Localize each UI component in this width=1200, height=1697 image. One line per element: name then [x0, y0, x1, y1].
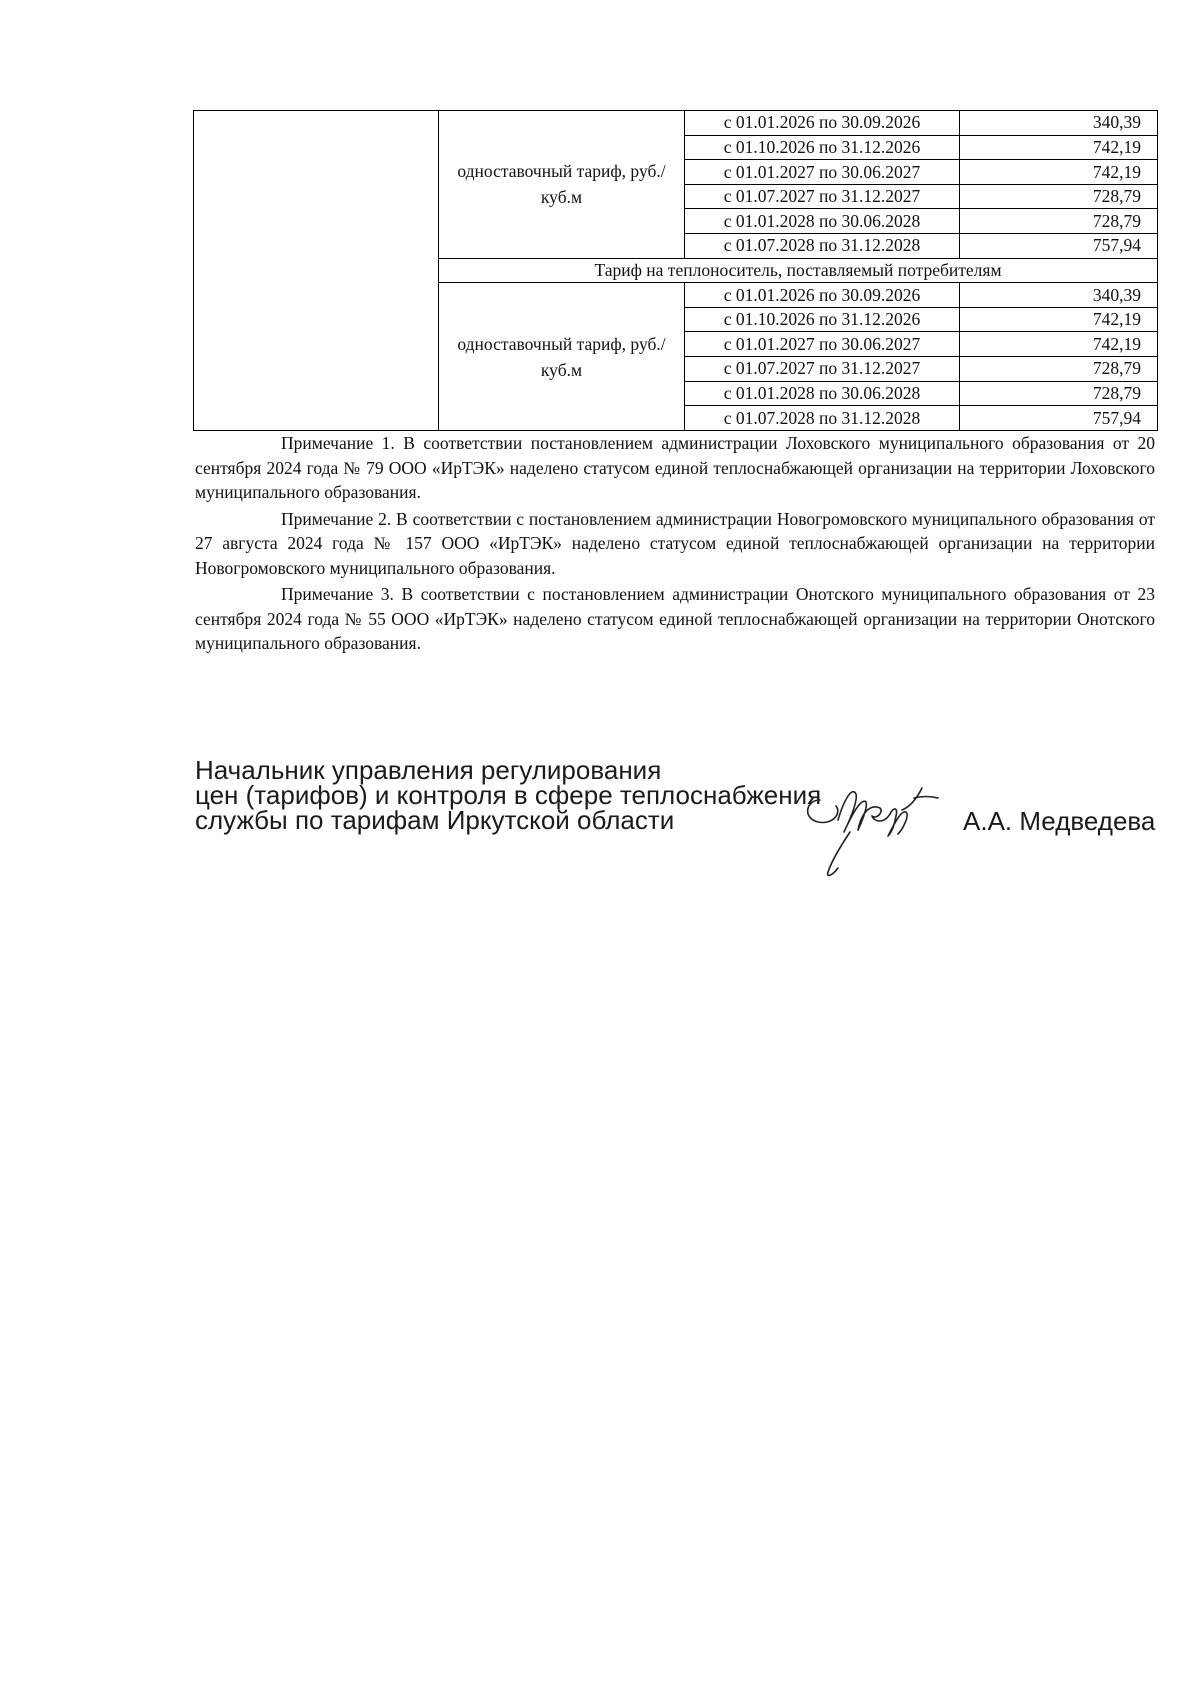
- value-cell: 728,79: [960, 381, 1158, 406]
- period-cell: с 01.07.2027 по 31.12.2027: [685, 184, 960, 209]
- note-1: Примечание 1. В соответствии постановлением администрации Лоховского муниципального образования от 20 сентября 2024 года № 79 ООО «ИрТЭК» наделено статусом единой теплоснабжающей организации на территории Лоховского муниципального образования.: [195, 433, 1155, 502]
- value-cell: 742,19: [960, 332, 1158, 357]
- value-cell: 742,19: [960, 307, 1158, 332]
- value-cell: 728,79: [960, 357, 1158, 382]
- signatory-position-line: Начальник управления регулирования: [195, 755, 662, 785]
- organization-cell: [194, 111, 439, 431]
- period-cell: с 01.07.2028 по 31.12.2028: [685, 234, 960, 259]
- period-cell: с 01.10.2026 по 31.12.2026: [685, 307, 960, 332]
- notes-section: [195, 431, 1155, 656]
- value-cell: 728,79: [960, 209, 1158, 234]
- signatory-position-line: цен (тарифов) и контроля в сфере теплоснабжения: [195, 780, 822, 810]
- tariff-type-cell: одноставочный тариф, руб./куб.м: [439, 283, 685, 431]
- table-row: [194, 111, 1158, 136]
- signatory-name: А.А. Медведева: [963, 806, 1156, 836]
- handwritten-signature: [798, 780, 958, 880]
- value-cell: 340,39: [960, 283, 1158, 308]
- tariff-table: [193, 110, 1158, 431]
- value-cell: 340,39: [960, 111, 1158, 136]
- period-cell: с 01.01.2027 по 30.06.2027: [685, 332, 960, 357]
- value-cell: 757,94: [960, 406, 1158, 431]
- period-cell: с 01.01.2027 по 30.06.2027: [685, 160, 960, 185]
- tariff-type-cell: одноставочный тариф, руб./куб.м: [439, 111, 685, 259]
- signatory-position: [195, 755, 822, 835]
- period-cell: с 01.10.2026 по 31.12.2026: [685, 135, 960, 160]
- value-cell: 742,19: [960, 135, 1158, 160]
- period-cell: с 01.07.2027 по 31.12.2027: [685, 357, 960, 382]
- value-cell: 742,19: [960, 160, 1158, 185]
- period-cell: с 01.01.2026 по 30.09.2026: [685, 111, 960, 136]
- signatory-position-line: службы по тарифам Иркутской области: [195, 805, 675, 835]
- period-cell: с 01.01.2028 по 30.06.2028: [685, 381, 960, 406]
- value-cell: 757,94: [960, 234, 1158, 259]
- period-cell: с 01.07.2028 по 31.12.2028: [685, 406, 960, 431]
- period-cell: с 01.01.2028 по 30.06.2028: [685, 209, 960, 234]
- section-heading: Тариф на теплоноситель, поставляемый потребителям: [439, 258, 1158, 283]
- value-cell: 728,79: [960, 184, 1158, 209]
- period-cell: с 01.01.2026 по 30.09.2026: [685, 283, 960, 308]
- note-2: Примечание 2. В соответствии с постановлением администрации Новогромовского муниципального образования от 27 августа 2024 года № 157 ООО «ИрТЭК» наделено статусом единой теплоснабжающей организации на территории Новогромовского муниципального образования.: [195, 508, 1155, 578]
- note-3: Примечание 3. В соответствии с постановлением администрации Онотского муниципального образования от 23 сентября 2024 года № 55 ООО «ИрТЭК» наделено статусом единой теплоснабжающей организации на территории Онотского муниципального образования.: [195, 584, 1155, 653]
